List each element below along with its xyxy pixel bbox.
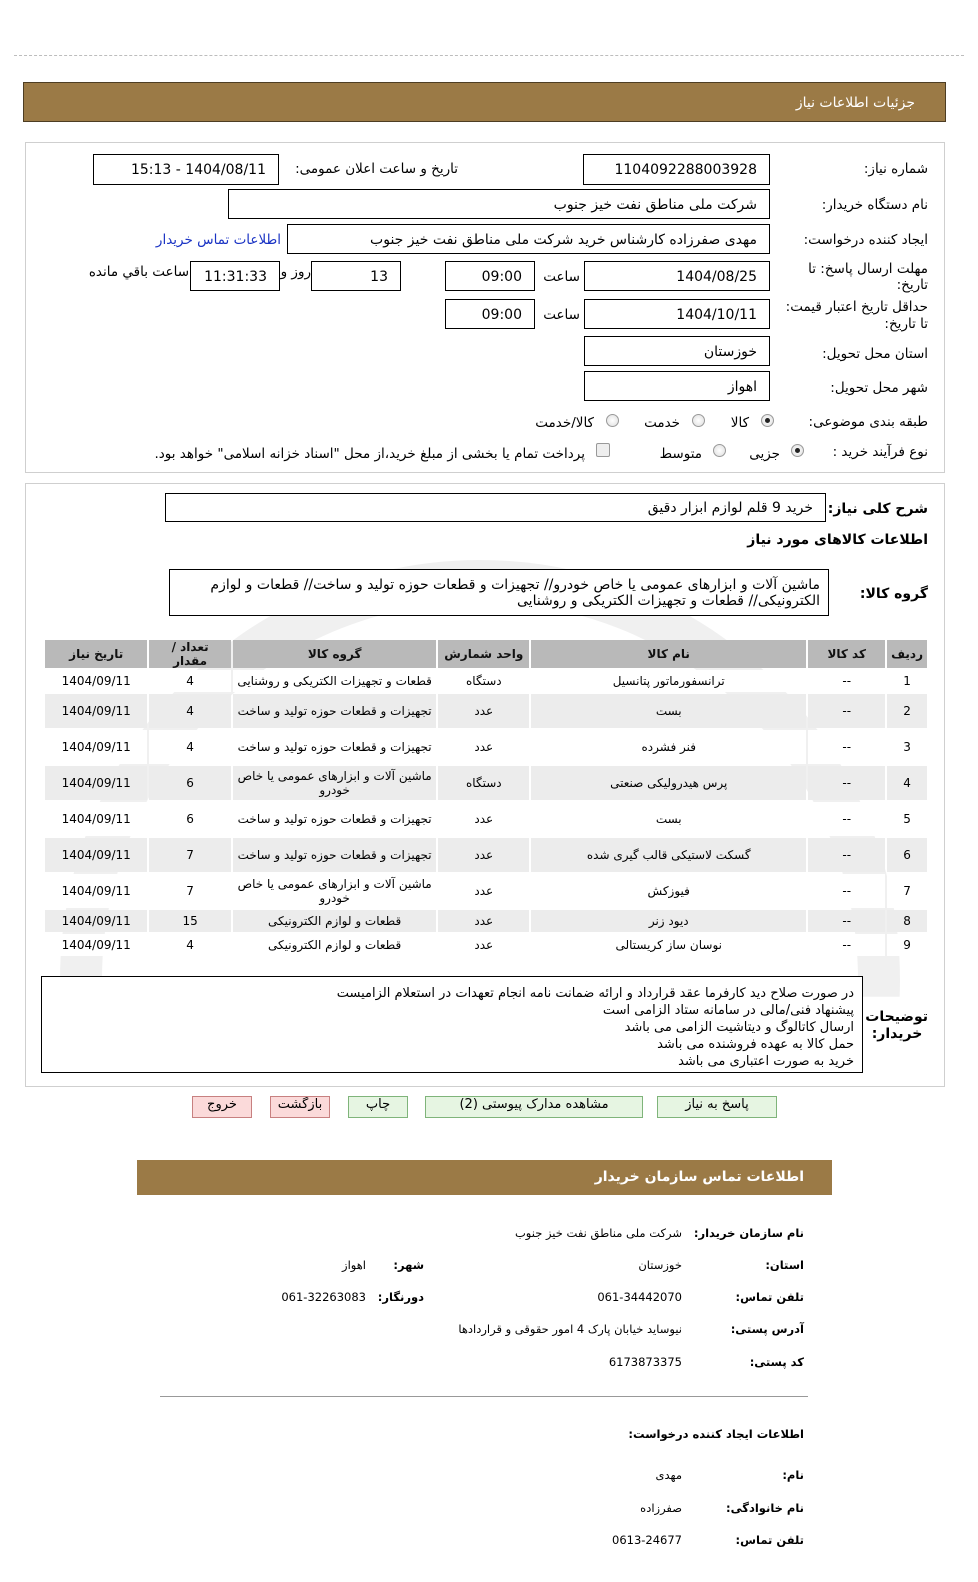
deadline-time-label: ساعت [543,269,580,285]
table-row [45,934,927,956]
attachments-button[interactable]: مشاهده مدارک پیوستی (2) [425,1096,643,1118]
creator-family-label: نام خانوادگی: [726,1501,804,1515]
cell-item-name: گسکت لاستیکی قالب گیری شده [531,838,806,872]
category-option-goods: کالا [730,415,749,431]
cell-need-date: 1404/09/11 [45,838,147,872]
description-field: خرید 9 قلم لوازم ابزار دقیق [165,493,826,522]
category-label: طبقه بندی موضوعی: [808,414,928,430]
cell-quantity: 6 [149,802,230,836]
creator-field: مهدی صفرزاده کارشناس خرید شرکت ملی مناطق نفت خیز جنوب [287,224,770,254]
cell-goods-group: تجهیزات و قطعات حوزه تولید و ساخت [233,694,437,728]
col-goods-group: گروه کالا [233,640,437,668]
contact-city-value: اهواز [342,1258,366,1272]
buyer-org-field: شرکت ملی مناطق نفت خیز جنوب [228,189,770,219]
buyer-note-line: خرید به صورت اعتباری می باشد [678,1054,854,1069]
cell-unit: عدد [438,910,529,932]
process-radio-medium[interactable] [713,444,726,457]
need-number-field: 1104092288003928 [583,154,770,185]
contact-city-label: شهر: [393,1258,424,1272]
announce-label: تاریخ و ساعت اعلان عمومی: [295,161,458,177]
cell-goods-group: ماشین آلات و ابزارهای عمومی یا خاص خودرو [233,766,437,800]
cell-item-name: پرس هیدرولیکی صنعتی [531,766,806,800]
contact-header-title: اطلاعات تماس سازمان خریدار [594,1169,804,1185]
page-header-title: جزئیات اطلاعات نیاز [795,95,915,111]
cell-item-code: -- [808,766,885,800]
category-radio-service[interactable] [692,414,705,427]
cell-item-name: فنر فشرده [531,730,806,764]
validity-label-2: تا تاریخ: [884,316,928,332]
table-row [45,694,927,728]
cell-row-number: 3 [887,730,927,764]
cell-item-code: -- [808,874,885,908]
cell-need-date: 1404/09/11 [45,694,147,728]
creator-family-value: صفرزاده [640,1501,682,1515]
cell-quantity: 4 [149,934,230,956]
cell-unit: عدد [438,838,529,872]
creator-name-value: مهدی [655,1468,682,1482]
cell-goods-group: تجهیزات و قطعات حوزه تولید و ساخت [233,802,437,836]
cell-row-number: 5 [887,802,927,836]
cell-unit: عدد [438,730,529,764]
creator-phone-value: 0613-24677 [612,1533,682,1547]
creator-info-title: اطلاعات ایجاد کننده درخواست: [628,1427,804,1441]
cell-item-code: -- [808,802,885,836]
cell-goods-group: قطعات و لوازم الکترونیکی [233,910,437,932]
buyer-note-line: ارسال کاتالوگ و دیتاشیت الزامی می باشد [624,1020,854,1035]
col-unit: واحد شمارش [438,640,529,668]
city-field: اهواز [584,371,770,401]
days-field: 13 [311,261,401,291]
col-item-name: نام کالا [531,640,806,668]
contact-postal-label: کد پستی: [749,1355,804,1369]
col-row-number: ردیف [887,640,927,668]
validity-time-label: ساعت [543,307,580,323]
cell-quantity: 4 [149,694,230,728]
table-row [45,838,927,872]
cell-item-code: -- [808,910,885,932]
buyer-notes-label-text: توضیحات خریدار: [865,1009,928,1042]
buyer-note-line: در صورت صلاح دید کارفرما عقد قرارداد و ارائه ضمانت نامه انجام تعهدات در استعلام الزامیست [336,986,854,1001]
deadline-label-1: مهلت ارسال پاسخ: تا [808,261,928,277]
table-row [45,766,927,800]
cell-need-date: 1404/09/11 [45,670,147,692]
validity-label-1: حداقل تاریخ اعتبار قیمت: [785,299,928,315]
cell-unit: عدد [438,694,529,728]
treasury-payment-checkbox[interactable] [596,443,610,457]
cell-item-code: -- [808,934,885,956]
contact-address-label: آدرس پستی: [730,1322,804,1336]
cell-row-number: 8 [887,910,927,932]
contact-fax-value: 061-32263083 [281,1290,366,1304]
creator-name-label: نام: [782,1468,804,1482]
cell-goods-group: تجهیزات و قطعات حوزه تولید و ساخت [233,730,437,764]
cell-unit: عدد [438,802,529,836]
category-option-goods-service: کالا/خدمت [535,415,594,431]
buyer-note-line: حمل کالا به عهده فروشنده می باشد [657,1037,854,1052]
cell-quantity: 6 [149,766,230,800]
cell-quantity: 4 [149,730,230,764]
contact-header [137,1160,832,1195]
category-option-service: خدمت [644,415,680,431]
items-table-header [45,640,927,668]
days-label: روز و [280,264,311,280]
deadline-time-field: 09:00 [445,261,535,291]
validity-date-field: 1404/10/11 [584,299,770,329]
cell-need-date: 1404/09/11 [45,802,147,836]
need-number-label: شماره نیاز: [863,161,928,177]
cell-goods-group: قطعات و تجهیزات الکتریکی و روشنایی [233,670,437,692]
contact-org-value: شرکت ملی مناطق نفت خیز جنوب [514,1226,682,1240]
goods-group-label: گروه کالا: [859,586,928,602]
process-label: نوع فرآیند خرید : [832,444,928,460]
cell-unit: دستگاه [438,766,529,800]
exit-button[interactable]: خروج [192,1096,252,1118]
buyer-org-label: نام دستگاه خریدار: [821,197,928,213]
treasury-payment-note: پرداخت تمام یا بخشی از مبلغ خرید،از محل "اسناد خزانه اسلامی" خواهد بود. [154,446,585,462]
table-row [45,730,927,764]
items-title: اطلاعات کالاهای مورد نیاز [747,532,928,548]
deadline-label-2: تاریخ: [896,277,928,293]
remaining-label: ساعت باقي مانده [88,264,189,280]
cell-unit: عدد [438,934,529,956]
contact-province-value: خوزستان [638,1258,682,1272]
items-table [43,638,929,958]
contact-phone-value: 061-34442070 [597,1290,682,1304]
cell-item-name: ترانسفورماتور پتانسیل [531,670,806,692]
cell-item-name: دیود زنر [531,910,806,932]
remaining-time-field: 11:31:33 [190,261,280,291]
col-quantity: تعداد / مقدار [149,640,230,668]
cell-row-number: 1 [887,670,927,692]
cell-item-name: بست [531,694,806,728]
cell-row-number: 2 [887,694,927,728]
cell-row-number: 6 [887,838,927,872]
contact-phone-label: تلفن تماس: [735,1290,804,1304]
creator-phone-label: تلفن تماس: [735,1533,804,1547]
print-button[interactable]: چاپ [348,1096,408,1118]
cell-need-date: 1404/09/11 [45,874,147,908]
col-need-date: تاریخ نیاز [45,640,147,668]
process-option-medium: متوسط [659,446,702,462]
cell-quantity: 7 [149,874,230,908]
description-label: شرح کلی نیاز: [827,501,928,517]
cell-need-date: 1404/09/11 [45,766,147,800]
top-divider [14,55,964,56]
contact-address-value: نیوساید خیابان پارک 4 امور حقوقی و قراردادها [458,1322,682,1336]
cell-quantity: 15 [149,910,230,932]
cell-quantity: 4 [149,670,230,692]
cell-need-date: 1404/09/11 [45,910,147,932]
col-item-code: کد کالا [808,640,885,668]
buyer-notes-label [866,1009,928,1043]
cell-item-name: فیوزکش [531,874,806,908]
cell-need-date: 1404/09/11 [45,934,147,956]
cell-item-code: -- [808,838,885,872]
creator-label: ایجاد کننده درخواست: [803,232,928,248]
cell-goods-group: تجهیزات و قطعات حوزه تولید و ساخت [233,838,437,872]
cell-goods-group: قطعات و لوازم الکترونیکی [233,934,437,956]
cell-unit: دستگاه [438,670,529,692]
cell-quantity: 7 [149,838,230,872]
cell-item-code: -- [808,730,885,764]
province-field: خوزستان [584,336,770,366]
reply-button[interactable]: پاسخ به نیاز [657,1096,777,1118]
cell-unit: عدد [438,874,529,908]
cell-row-number: 4 [887,766,927,800]
table-row [45,802,927,836]
category-radio-goods[interactable] [761,414,774,427]
cell-goods-group: ماشین آلات و ابزارهای عمومی یا خاص خودرو [233,874,437,908]
table-row [45,874,927,908]
table-row [45,910,927,932]
process-radio-partial[interactable] [791,444,804,457]
cell-item-name: بست [531,802,806,836]
page-header [23,82,946,122]
contact-province-label: استان: [765,1258,804,1272]
contact-divider [160,1396,808,1397]
contact-postal-value: 6173873375 [608,1355,682,1369]
process-option-partial: جزیی [749,446,780,462]
cell-item-code: -- [808,670,885,692]
city-label: شهر محل تحویل: [830,380,928,396]
buyer-note-line: پیشنهاد فنی/مالی در سامانه ستاد الزامی است [602,1003,854,1018]
cell-item-code: -- [808,694,885,728]
cell-row-number: 9 [887,934,927,956]
contact-fax-label: دورنگار: [377,1290,424,1304]
category-radio-goods-service[interactable] [606,414,619,427]
province-label: استان محل تحویل: [822,346,928,362]
back-button[interactable]: بازگشت [270,1096,330,1118]
validity-time-field: 09:00 [445,299,535,329]
buyer-contact-link[interactable]: اطلاعات تماس خریدار [155,232,281,248]
cell-need-date: 1404/09/11 [45,730,147,764]
announce-field: 1404/08/11 - 15:13 [93,154,279,185]
contact-org-label: نام سازمان خریدار: [693,1226,804,1240]
cell-row-number: 7 [887,874,927,908]
deadline-date-field: 1404/08/25 [584,261,770,291]
buyer-notes-box [41,976,863,1073]
table-row [45,670,927,692]
goods-group-field: ماشین آلات و ابزارهای عمومی یا خاص خودرو// تجهیزات و قطعات حوزه تولید و ساخت// قطعات و لوازم الکترونیکی// قطعات و تجهیزات الکتریکی و روشنایی [169,569,829,616]
cell-item-name: نوسان ساز کریستالی [531,934,806,956]
